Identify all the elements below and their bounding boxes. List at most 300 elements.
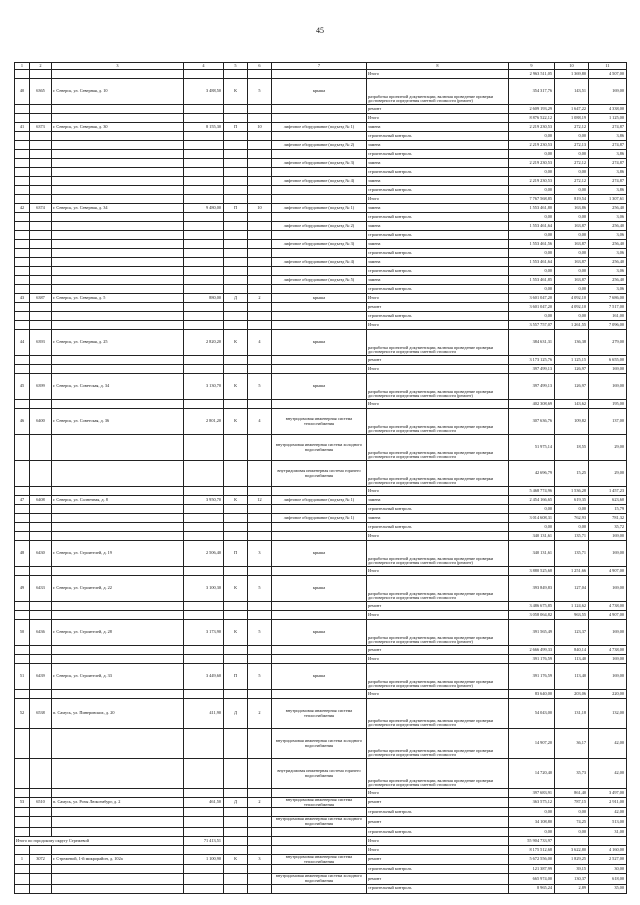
work-type-cell: ремонт xyxy=(367,356,509,365)
element-cell: лифтовое оборудование (подъезд № 5) xyxy=(272,276,367,285)
address-cell xyxy=(52,845,184,854)
work-type-cell: разработка проектной документации, включая проведение проверки достоверности определения сметной стоимости xyxy=(367,409,509,435)
table-row xyxy=(15,602,627,611)
area-cell: 880,00 xyxy=(184,294,224,303)
cost-cell: 2 609 193,29 xyxy=(509,105,555,114)
cost-per-sqm-cell: 126,97 xyxy=(555,374,589,400)
material-cell xyxy=(224,523,248,532)
address-cell xyxy=(52,213,184,222)
building-id-cell: 6510 xyxy=(30,798,52,808)
cost-per-sqm-cell: 272,12 xyxy=(555,177,589,186)
element-cell xyxy=(272,567,367,576)
floors-cell xyxy=(248,461,272,487)
table-row xyxy=(15,611,627,620)
floors-cell xyxy=(248,356,272,365)
row-number-cell: 51 xyxy=(15,664,30,690)
table-row xyxy=(15,356,627,365)
cost-cell: 1 553 461,56 xyxy=(509,240,555,249)
work-type-cell: разработка проектной документации, включая проведение проверки достоверности определения сметной стоимости xyxy=(367,461,509,487)
material-cell xyxy=(224,789,248,798)
cost-per-sqm-cell: 1 125,15 xyxy=(555,356,589,365)
floors-cell: 3 xyxy=(248,854,272,864)
work-type-cell: Итого xyxy=(367,845,509,854)
address-cell: г. Северск, ул. Строителей, д. 22 xyxy=(52,576,184,602)
building-id-cell: 6399 xyxy=(30,374,52,400)
element-cell xyxy=(272,611,367,620)
element-cell xyxy=(272,105,367,114)
area-cell xyxy=(184,105,224,114)
floors-cell: 2 xyxy=(248,699,272,729)
material-cell: К xyxy=(224,374,248,400)
cost-cell: 0,00 xyxy=(509,267,555,276)
row-number-cell xyxy=(15,729,30,759)
building-id-cell: 3072 xyxy=(30,854,52,864)
address-cell xyxy=(52,249,184,258)
element-cell: лифтовое оборудование (подъезд № 1) xyxy=(272,496,367,505)
element-cell: внутридомовая инженерная система холодного водоснабжения xyxy=(272,729,367,759)
cost-cell: 3 173 125,76 xyxy=(509,356,555,365)
column-number-header: 9 xyxy=(509,63,555,70)
cost-per-sqm-cell: 0,00 xyxy=(555,249,589,258)
element-cell xyxy=(272,195,367,204)
floors-cell: 2 xyxy=(248,294,272,303)
table-row xyxy=(15,204,627,213)
floors-cell xyxy=(248,567,272,576)
building-id-cell xyxy=(30,186,52,195)
material-cell xyxy=(224,285,248,294)
row-number-cell xyxy=(15,845,30,854)
cost-per-sqm-cell: 272,13 xyxy=(555,141,589,150)
table-row xyxy=(15,505,627,514)
address-cell xyxy=(52,602,184,611)
table-row xyxy=(15,435,627,461)
row-number-cell xyxy=(15,400,30,409)
building-id-cell xyxy=(30,646,52,655)
floors-cell xyxy=(248,159,272,168)
floors-cell: 10 xyxy=(248,204,272,213)
cost-cell: 8 175 512,68 xyxy=(509,845,555,854)
work-type-cell: строительный контроль xyxy=(367,505,509,514)
limit-cost-cell: 4 160,00 xyxy=(589,845,627,854)
cost-cell: 397 683,91 xyxy=(509,789,555,798)
address-cell xyxy=(52,177,184,186)
area-cell: 9 480,00 xyxy=(184,204,224,213)
work-type-cell: замена xyxy=(367,496,509,505)
table-row xyxy=(15,150,627,159)
area-cell xyxy=(184,435,224,461)
column-number-header: 11 xyxy=(589,63,627,70)
row-number-cell xyxy=(15,276,30,285)
area-cell: 3 488,50 xyxy=(184,79,224,105)
element-cell xyxy=(272,827,367,836)
limit-cost-cell: 169,00 xyxy=(589,532,627,541)
work-type-cell: Итого xyxy=(367,400,509,409)
limit-cost-cell: 169,00 xyxy=(589,365,627,374)
building-id-cell xyxy=(30,177,52,186)
material-cell xyxy=(224,461,248,487)
cost-cell: 8 965,24 xyxy=(509,884,555,893)
cost-cell: 397 499,13 xyxy=(509,374,555,400)
building-id-cell: 6408 xyxy=(30,496,52,505)
material-cell xyxy=(224,729,248,759)
material-cell xyxy=(224,186,248,195)
area-cell xyxy=(184,356,224,365)
material-cell xyxy=(224,514,248,523)
work-type-cell: ремонт xyxy=(367,817,509,827)
cost-cell: 5 468 774,96 xyxy=(509,487,555,496)
building-id-cell xyxy=(30,655,52,664)
cost-per-sqm-cell: 143,51 xyxy=(555,79,589,105)
cost-cell: 14 720,40 xyxy=(509,759,555,789)
cost-cell: 1 553 461,64 xyxy=(509,222,555,231)
address-cell xyxy=(52,159,184,168)
row-number-cell xyxy=(15,435,30,461)
cost-cell: 0,00 xyxy=(509,523,555,532)
element-cell xyxy=(272,789,367,798)
table-row xyxy=(15,461,627,487)
work-type-cell: Итого xyxy=(367,114,509,123)
work-type-cell: Итого xyxy=(367,365,509,374)
cost-cell: 1 553 461,85 xyxy=(509,276,555,285)
element-cell: внутридомовая инженерная система холодного водоснабжения xyxy=(272,817,367,827)
address-cell xyxy=(52,70,184,79)
cost-cell: 307 636,76 xyxy=(509,409,555,435)
cost-per-sqm-cell: 126,97 xyxy=(555,365,589,374)
material-cell xyxy=(224,690,248,699)
floors-cell xyxy=(248,435,272,461)
address-cell: г. Северск, ул. Северная, д. 30 xyxy=(52,123,184,132)
limit-cost-cell: 4 507,00 xyxy=(589,70,627,79)
cost-cell: 5 672 556,00 xyxy=(509,854,555,864)
element-cell xyxy=(272,646,367,655)
limit-cost-cell: 4 738,00 xyxy=(589,646,627,655)
row-number-cell xyxy=(15,532,30,541)
floors-cell xyxy=(248,884,272,893)
floors-cell xyxy=(248,195,272,204)
cost-per-sqm-cell: 1 261,55 xyxy=(555,321,589,330)
element-cell: крыша xyxy=(272,294,367,303)
cost-per-sqm-cell: 0,00 xyxy=(555,827,589,836)
cost-per-sqm-cell: 762,93 xyxy=(555,514,589,523)
floors-cell xyxy=(248,487,272,496)
element-cell: крыша xyxy=(272,79,367,105)
row-number-cell xyxy=(15,514,30,523)
cost-cell: 0,00 xyxy=(509,312,555,321)
limit-cost-cell: 169,00 xyxy=(589,541,627,567)
area-cell: 2 506,40 xyxy=(184,541,224,567)
column-number-header: 4 xyxy=(184,63,224,70)
limit-cost-cell: 35,72 xyxy=(589,523,627,532)
limit-cost-cell: 274,87 xyxy=(589,141,627,150)
address-cell xyxy=(52,303,184,312)
address-cell xyxy=(52,514,184,523)
area-cell xyxy=(184,611,224,620)
material-cell: Д xyxy=(224,798,248,808)
column-number-header: 3 xyxy=(52,63,184,70)
limit-cost-cell xyxy=(589,836,627,845)
table-row xyxy=(15,865,627,874)
cost-cell: 0,00 xyxy=(509,132,555,141)
material-cell xyxy=(224,240,248,249)
limit-cost-cell: 6 655,00 xyxy=(589,356,627,365)
work-type-cell: строительный контроль xyxy=(367,186,509,195)
material-cell xyxy=(224,884,248,893)
work-type-cell: разработка проектной документации, включая проведение проверки достоверности определения сметной стоимости (ремонт) xyxy=(367,620,509,646)
limit-cost-cell: 7 686,00 xyxy=(589,294,627,303)
material-cell: П xyxy=(224,123,248,132)
table-row xyxy=(15,267,627,276)
limit-cost-cell: 4 338,00 xyxy=(589,105,627,114)
area-cell xyxy=(184,817,224,827)
row-number-cell xyxy=(15,505,30,514)
column-number-header: 6 xyxy=(248,63,272,70)
floors-cell xyxy=(248,789,272,798)
row-number-cell xyxy=(15,114,30,123)
address-cell xyxy=(52,523,184,532)
row-number-cell xyxy=(15,213,30,222)
column-number-header: 8 xyxy=(367,63,509,70)
material-cell xyxy=(224,249,248,258)
cost-per-sqm-cell: 787,15 xyxy=(555,798,589,808)
work-type-cell: замена xyxy=(367,240,509,249)
table-row xyxy=(15,240,627,249)
material-cell xyxy=(224,655,248,664)
row-number-cell xyxy=(15,285,30,294)
floors-cell: 12 xyxy=(248,496,272,505)
material-cell xyxy=(224,132,248,141)
work-type-cell: Итого xyxy=(367,195,509,204)
element-cell xyxy=(272,70,367,79)
material-cell: Д xyxy=(224,699,248,729)
column-number-header: 2 xyxy=(30,63,52,70)
address-cell xyxy=(52,150,184,159)
table-row xyxy=(15,874,627,884)
address-cell xyxy=(52,435,184,461)
element-cell: внутридомовая инженерная система теплоснабжения xyxy=(272,409,367,435)
work-type-cell: замена xyxy=(367,204,509,213)
material-cell xyxy=(224,231,248,240)
cost-cell: 340 131,61 xyxy=(509,532,555,541)
table-row xyxy=(15,303,627,312)
floors-cell: 10 xyxy=(248,123,272,132)
element-cell xyxy=(272,487,367,496)
element-cell: лифтовое оборудование (подъезд № 3) xyxy=(272,159,367,168)
row-number-cell xyxy=(15,567,30,576)
building-id-cell xyxy=(30,356,52,365)
area-cell: 3 130,70 xyxy=(184,374,224,400)
limit-cost-cell: 31,00 xyxy=(589,827,627,836)
floors-cell xyxy=(248,132,272,141)
limit-cost-cell: 279,00 xyxy=(589,330,627,356)
row-number-cell xyxy=(15,70,30,79)
building-id-cell: 6400 xyxy=(30,409,52,435)
element-cell: крыша xyxy=(272,620,367,646)
table-row xyxy=(15,312,627,321)
limit-cost-cell: 3,86 xyxy=(589,150,627,159)
work-type-cell: замена xyxy=(367,123,509,132)
limit-cost-cell: 256,40 xyxy=(589,276,627,285)
cost-per-sqm-cell: 4 092,10 xyxy=(555,303,589,312)
column-number-header: 5 xyxy=(224,63,248,70)
limit-cost-cell: 42,00 xyxy=(589,808,627,817)
address-cell: г. Северск, ул. Строителей, д. 28 xyxy=(52,620,184,646)
floors-cell xyxy=(248,321,272,330)
address-cell xyxy=(52,532,184,541)
cost-per-sqm-cell: 163,87 xyxy=(555,258,589,267)
work-type-cell: замена xyxy=(367,258,509,267)
cost-per-sqm-cell: 4 092,10 xyxy=(555,294,589,303)
building-id-cell: 6365 xyxy=(30,79,52,105)
row-number-cell xyxy=(15,461,30,487)
area-cell: 71 413,51 xyxy=(184,836,224,845)
area-cell: 8 155,30 xyxy=(184,123,224,132)
cost-cell: 391 565,49 xyxy=(509,620,555,646)
building-id-cell xyxy=(30,602,52,611)
cost-cell: 2 963 511,05 xyxy=(509,70,555,79)
area-cell xyxy=(184,231,224,240)
area-cell: 3 950,70 xyxy=(184,496,224,505)
cost-per-sqm-cell: 123,37 xyxy=(555,620,589,646)
cost-cell: 665 974,00 xyxy=(509,874,555,884)
material-cell xyxy=(224,365,248,374)
floors-cell xyxy=(248,186,272,195)
limit-cost-cell: 3 497,00 xyxy=(589,789,627,798)
cost-per-sqm-cell: 0,00 xyxy=(555,267,589,276)
area-cell xyxy=(184,222,224,231)
building-id-cell xyxy=(30,567,52,576)
cost-per-sqm-cell: 1 251,66 xyxy=(555,567,589,576)
building-id-cell: 6393 xyxy=(30,330,52,356)
cost-cell: 51 975,14 xyxy=(509,435,555,461)
cost-per-sqm-cell: 130,37 xyxy=(555,874,589,884)
material-cell xyxy=(224,159,248,168)
row-number-cell: 42 xyxy=(15,204,30,213)
address-cell: п. Самусь, ул. Пинеровских, д. 20 xyxy=(52,699,184,729)
building-id-cell xyxy=(30,817,52,827)
area-cell xyxy=(184,646,224,655)
cost-per-sqm-cell xyxy=(555,836,589,845)
building-id-cell xyxy=(30,435,52,461)
area-cell: 411,90 xyxy=(184,699,224,729)
table-row xyxy=(15,231,627,240)
material-cell xyxy=(224,646,248,655)
cost-cell: 0,00 xyxy=(509,505,555,514)
cost-per-sqm-cell: 135,71 xyxy=(555,532,589,541)
row-number-cell: 53 xyxy=(15,798,30,808)
address-cell: г. Северск, ул. Солнечная, д. 8 xyxy=(52,496,184,505)
address-cell xyxy=(52,231,184,240)
floors-cell: 5 xyxy=(248,374,272,400)
material-cell xyxy=(224,303,248,312)
area-cell xyxy=(184,874,224,884)
building-id-cell xyxy=(30,240,52,249)
area-cell xyxy=(184,159,224,168)
cost-cell: 1 553 461,64 xyxy=(509,258,555,267)
limit-cost-cell: 42,00 xyxy=(589,729,627,759)
row-number-cell: 46 xyxy=(15,409,30,435)
material-cell xyxy=(224,276,248,285)
element-cell: лифтовое оборудование (подъезд № 3) xyxy=(272,240,367,249)
floors-cell xyxy=(248,213,272,222)
material-cell xyxy=(224,874,248,884)
element-cell xyxy=(272,602,367,611)
area-cell xyxy=(184,514,224,523)
floors-cell xyxy=(248,249,272,258)
row-number-cell xyxy=(15,523,30,532)
element-cell xyxy=(272,150,367,159)
area-cell xyxy=(184,114,224,123)
cost-per-sqm-cell: 163,86 xyxy=(555,204,589,213)
element-cell: лифтовое оборудование (подъезд № 1) xyxy=(272,514,367,523)
limit-cost-cell: 256,40 xyxy=(589,240,627,249)
work-type-cell: Итого xyxy=(367,655,509,664)
cost-cell: 3 486 675,85 xyxy=(509,602,555,611)
work-type-cell: строительный контроль xyxy=(367,132,509,141)
work-type-cell: разработка проектной документации, включая проведение проверки достоверности определения сметной стоимости xyxy=(367,729,509,759)
building-id-cell xyxy=(30,865,52,874)
area-cell xyxy=(184,321,224,330)
limit-cost-cell: 1 307,61 xyxy=(589,195,627,204)
cost-per-sqm-cell: 113,40 xyxy=(555,664,589,690)
limit-cost-cell: 2 911,00 xyxy=(589,798,627,808)
address-cell xyxy=(52,365,184,374)
table-row xyxy=(15,141,627,150)
work-type-cell: Итого xyxy=(367,690,509,699)
address-cell xyxy=(52,487,184,496)
area-cell xyxy=(184,168,224,177)
work-type-cell: разработка проектной документации, включая проведение проверки достоверности определения сметной стоимости (ремонт) xyxy=(367,664,509,690)
limit-cost-cell: 169,00 xyxy=(589,620,627,646)
element-cell: внутридомовая инженерная система горячего водоснабжения xyxy=(272,759,367,789)
work-type-cell: ремонт xyxy=(367,798,509,808)
work-type-cell: Итого xyxy=(367,836,509,845)
floors-cell xyxy=(248,276,272,285)
cost-cell: 393 849,83 xyxy=(509,576,555,602)
cost-per-sqm-cell: 272,12 xyxy=(555,123,589,132)
building-id-cell xyxy=(30,365,52,374)
area-cell xyxy=(184,186,224,195)
row-number-cell: 41 xyxy=(15,123,30,132)
building-id-cell xyxy=(30,231,52,240)
cost-cell: 0,00 xyxy=(509,249,555,258)
area-cell xyxy=(184,505,224,514)
work-type-cell: Итого xyxy=(367,487,509,496)
row-number-cell xyxy=(15,690,30,699)
row-number-cell: 47 xyxy=(15,496,30,505)
element-cell xyxy=(272,532,367,541)
table-row xyxy=(15,845,627,854)
building-id-cell: 6373 xyxy=(30,123,52,132)
address-cell: г. Северск, ул. Северная, д. 34 xyxy=(52,204,184,213)
building-id-cell xyxy=(30,105,52,114)
work-type-cell: строительный контроль xyxy=(367,827,509,836)
row-number-cell xyxy=(15,267,30,276)
address-cell xyxy=(52,789,184,798)
row-number-cell xyxy=(15,356,30,365)
area-cell: 3 100,30 xyxy=(184,576,224,602)
building-id-cell xyxy=(30,195,52,204)
element-cell xyxy=(272,249,367,258)
cost-per-sqm-cell: 619,35 xyxy=(555,496,589,505)
limit-cost-cell: 274,87 xyxy=(589,123,627,132)
address-cell xyxy=(52,195,184,204)
building-id-cell xyxy=(30,258,52,267)
floors-cell xyxy=(248,690,272,699)
row-number-cell xyxy=(15,646,30,655)
address-cell xyxy=(52,132,184,141)
row-number-cell xyxy=(15,222,30,231)
table-row xyxy=(15,798,627,808)
